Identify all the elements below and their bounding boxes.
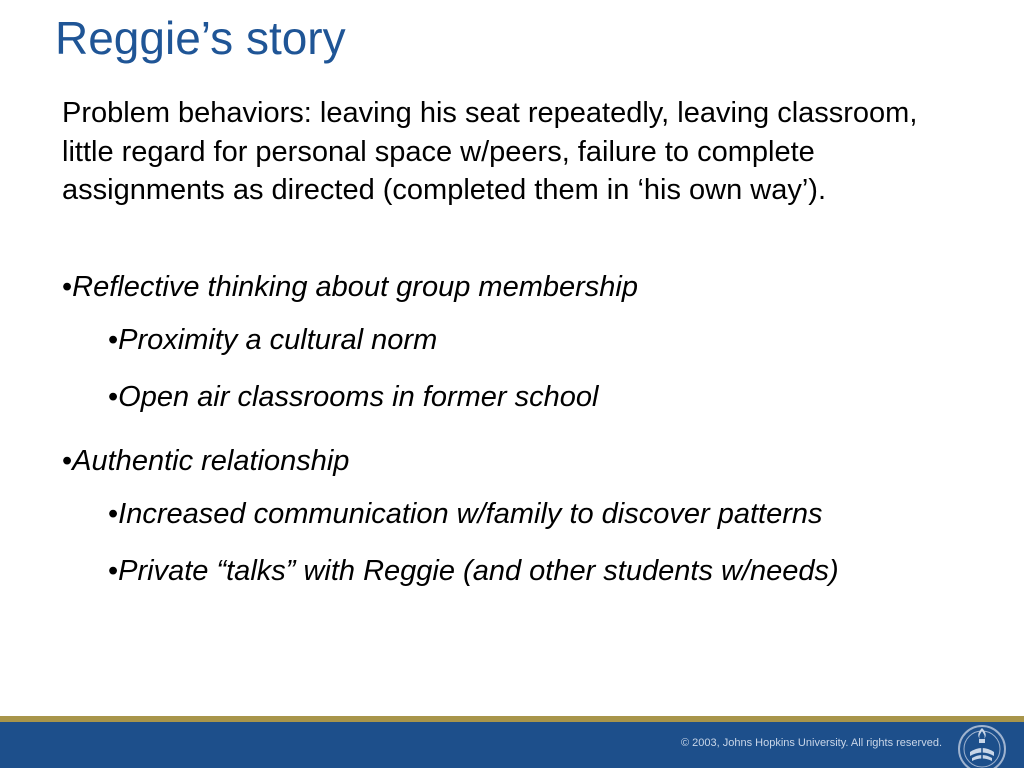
bullet-reflective-thinking <box>62 268 638 306</box>
university-seal-icon <box>958 722 1006 768</box>
slide-title: Reggie’s story <box>55 12 346 64</box>
bullet-text: Reflective thinking about group membership <box>72 271 638 303</box>
copyright-notice: © 2003, Johns Hopkins University. All rights reserved. <box>680 737 942 749</box>
bullet-authentic-relationship <box>62 442 349 480</box>
bullet-text: Private “talks” with Reggie (and other students w/needs) <box>118 555 839 587</box>
sub-bullet-proximity <box>108 321 437 359</box>
bullet-text: Authentic relationship <box>72 445 350 477</box>
bullet-marker: • <box>108 498 119 530</box>
sub-bullet-open-air <box>108 378 598 416</box>
bullet-text: Open air classrooms in former school <box>118 381 599 413</box>
bullet-marker: • <box>62 445 73 477</box>
bullet-marker: • <box>108 324 119 356</box>
bullet-marker: • <box>108 381 119 413</box>
intro-paragraph: Problem behaviors: leaving his seat repeatedly, leaving classroom, little regard for personal space w/peers, failure to complete assignments as directed (completed them in ‘his own way’). <box>62 97 918 206</box>
sub-bullet-communication <box>108 495 823 533</box>
bullet-marker: • <box>108 555 119 587</box>
bullet-marker: • <box>62 271 73 303</box>
bullet-text: Proximity a cultural norm <box>118 324 438 356</box>
bullet-text: Increased communication w/family to discover patterns <box>118 498 823 530</box>
sub-bullet-private-talks <box>108 547 868 596</box>
